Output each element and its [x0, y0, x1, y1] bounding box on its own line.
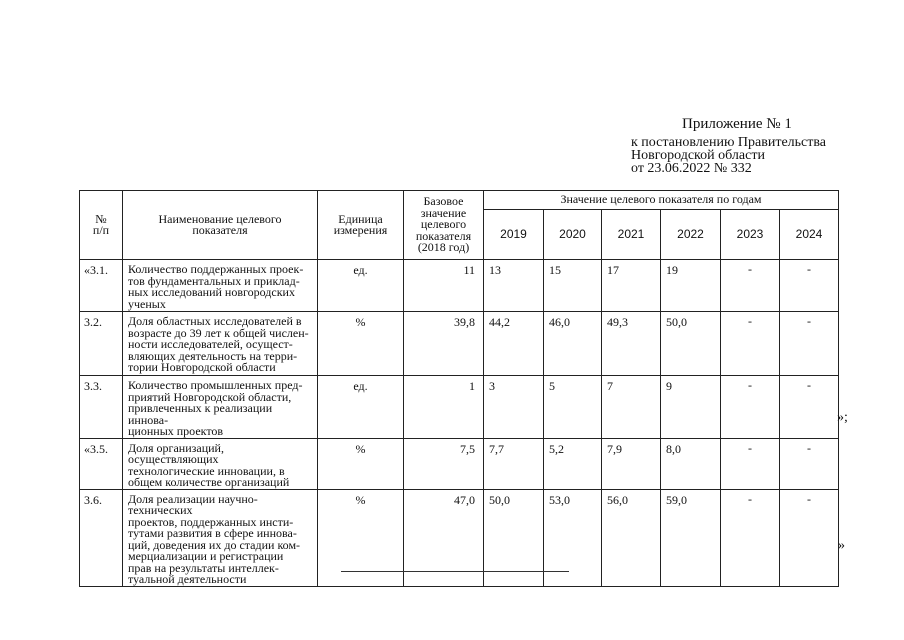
col-header-values: Значение целевого показателя по годам: [484, 191, 839, 210]
col-header-number: № п/п: [80, 191, 123, 260]
indicator-value: 8,0: [661, 438, 721, 489]
year-header: 2021: [602, 210, 661, 260]
indicator-value: -: [780, 438, 839, 489]
year-header: 2024: [780, 210, 839, 260]
indicator-value: 50,0: [661, 312, 721, 376]
indicator-name: Количество поддержанных проек- тов фундаментальных и приклад- ных исследований новгородских ученых: [123, 260, 318, 312]
indicator-name: Доля реализации научно-технических проектов, поддержанных инсти- тутами развития в сфере иннова- ций, доведения их до стадии ком- мерциализации и регистрации прав на результаты интеллек- туальной деятельности: [123, 489, 318, 586]
indicator-value: 5,2: [544, 438, 602, 489]
indicator-value: 5: [544, 376, 602, 439]
indicator-base-value: 39,8: [404, 312, 484, 376]
appendix-reference-line2: Новгородской области: [631, 148, 765, 163]
indicator-value: -: [721, 312, 780, 376]
row-number: 3.6.: [80, 489, 123, 586]
indicator-name: Количество промышленных пред- приятий Новгородской области, привлеченных к реализации иннова- ционных проектов: [123, 376, 318, 439]
col-header-base: Базовое значение целевого показателя (2018 год): [404, 191, 484, 260]
indicator-value: -: [780, 260, 839, 312]
indicator-value: 59,0: [661, 489, 721, 586]
indicator-value: 19: [661, 260, 721, 312]
indicator-unit: %: [318, 438, 404, 489]
indicator-base-value: 7,5: [404, 438, 484, 489]
indicator-unit: %: [318, 489, 404, 586]
year-header: 2019: [484, 210, 544, 260]
indicator-value: -: [721, 489, 780, 586]
indicator-unit: ед.: [318, 376, 404, 439]
indicator-value: -: [780, 376, 839, 439]
indicator-value: 7: [602, 376, 661, 439]
indicator-value: 9: [661, 376, 721, 439]
indicator-unit: %: [318, 312, 404, 376]
indicator-value: 13: [484, 260, 544, 312]
table-row: [80, 376, 839, 439]
indicator-value: 3: [484, 376, 544, 439]
indicator-value: 53,0: [544, 489, 602, 586]
indicator-value: -: [721, 438, 780, 489]
indicator-value: -: [780, 312, 839, 376]
year-header: 2023: [721, 210, 780, 260]
row-number: 3.2.: [80, 312, 123, 376]
closing-quote: »: [838, 538, 845, 553]
appendix-reference-line1: к постановлению Правительства: [631, 135, 827, 150]
closing-quote-semicolon: »;: [837, 410, 848, 425]
footer-divider: [341, 571, 569, 572]
col-header-unit: Единица измерения: [318, 191, 404, 260]
indicator-base-value: 11: [404, 260, 484, 312]
indicator-value: 46,0: [544, 312, 602, 376]
table-row: [80, 438, 839, 489]
indicator-value: 49,3: [602, 312, 661, 376]
year-header: 2020: [544, 210, 602, 260]
indicator-name: Доля организаций, осуществляющих технологические инновации, в общем количестве организаций: [123, 438, 318, 489]
indicator-value: -: [721, 260, 780, 312]
indicator-value: 17: [602, 260, 661, 312]
table-row: [80, 260, 839, 312]
indicator-value: 15: [544, 260, 602, 312]
indicator-value: -: [780, 489, 839, 586]
col-header-name: Наименование целевого показателя: [123, 191, 318, 260]
indicator-name: Доля областных исследователей в возрасте до 39 лет к общей числен- ности исследователей, осущест- вляющих деятельность на терри- тории Новгородской области: [123, 312, 318, 376]
indicator-value: 7,9: [602, 438, 661, 489]
indicator-base-value: 47,0: [404, 489, 484, 586]
indicator-value: 56,0: [602, 489, 661, 586]
indicator-unit: ед.: [318, 260, 404, 312]
appendix-title: Приложение № 1: [682, 116, 792, 132]
year-header: 2022: [661, 210, 721, 260]
indicator-value: -: [721, 376, 780, 439]
row-number: 3.3.: [80, 376, 123, 439]
table-row: [80, 312, 839, 376]
row-number: «3.1.: [80, 260, 123, 312]
indicators-table: [79, 190, 839, 587]
appendix-reference: [631, 136, 826, 175]
indicator-value: 7,7: [484, 438, 544, 489]
appendix-reference-line3: от 23.06.2022 № 332: [631, 161, 752, 176]
indicator-value: 44,2: [484, 312, 544, 376]
indicator-base-value: 1: [404, 376, 484, 439]
row-number: «3.5.: [80, 438, 123, 489]
indicator-value: 50,0: [484, 489, 544, 586]
